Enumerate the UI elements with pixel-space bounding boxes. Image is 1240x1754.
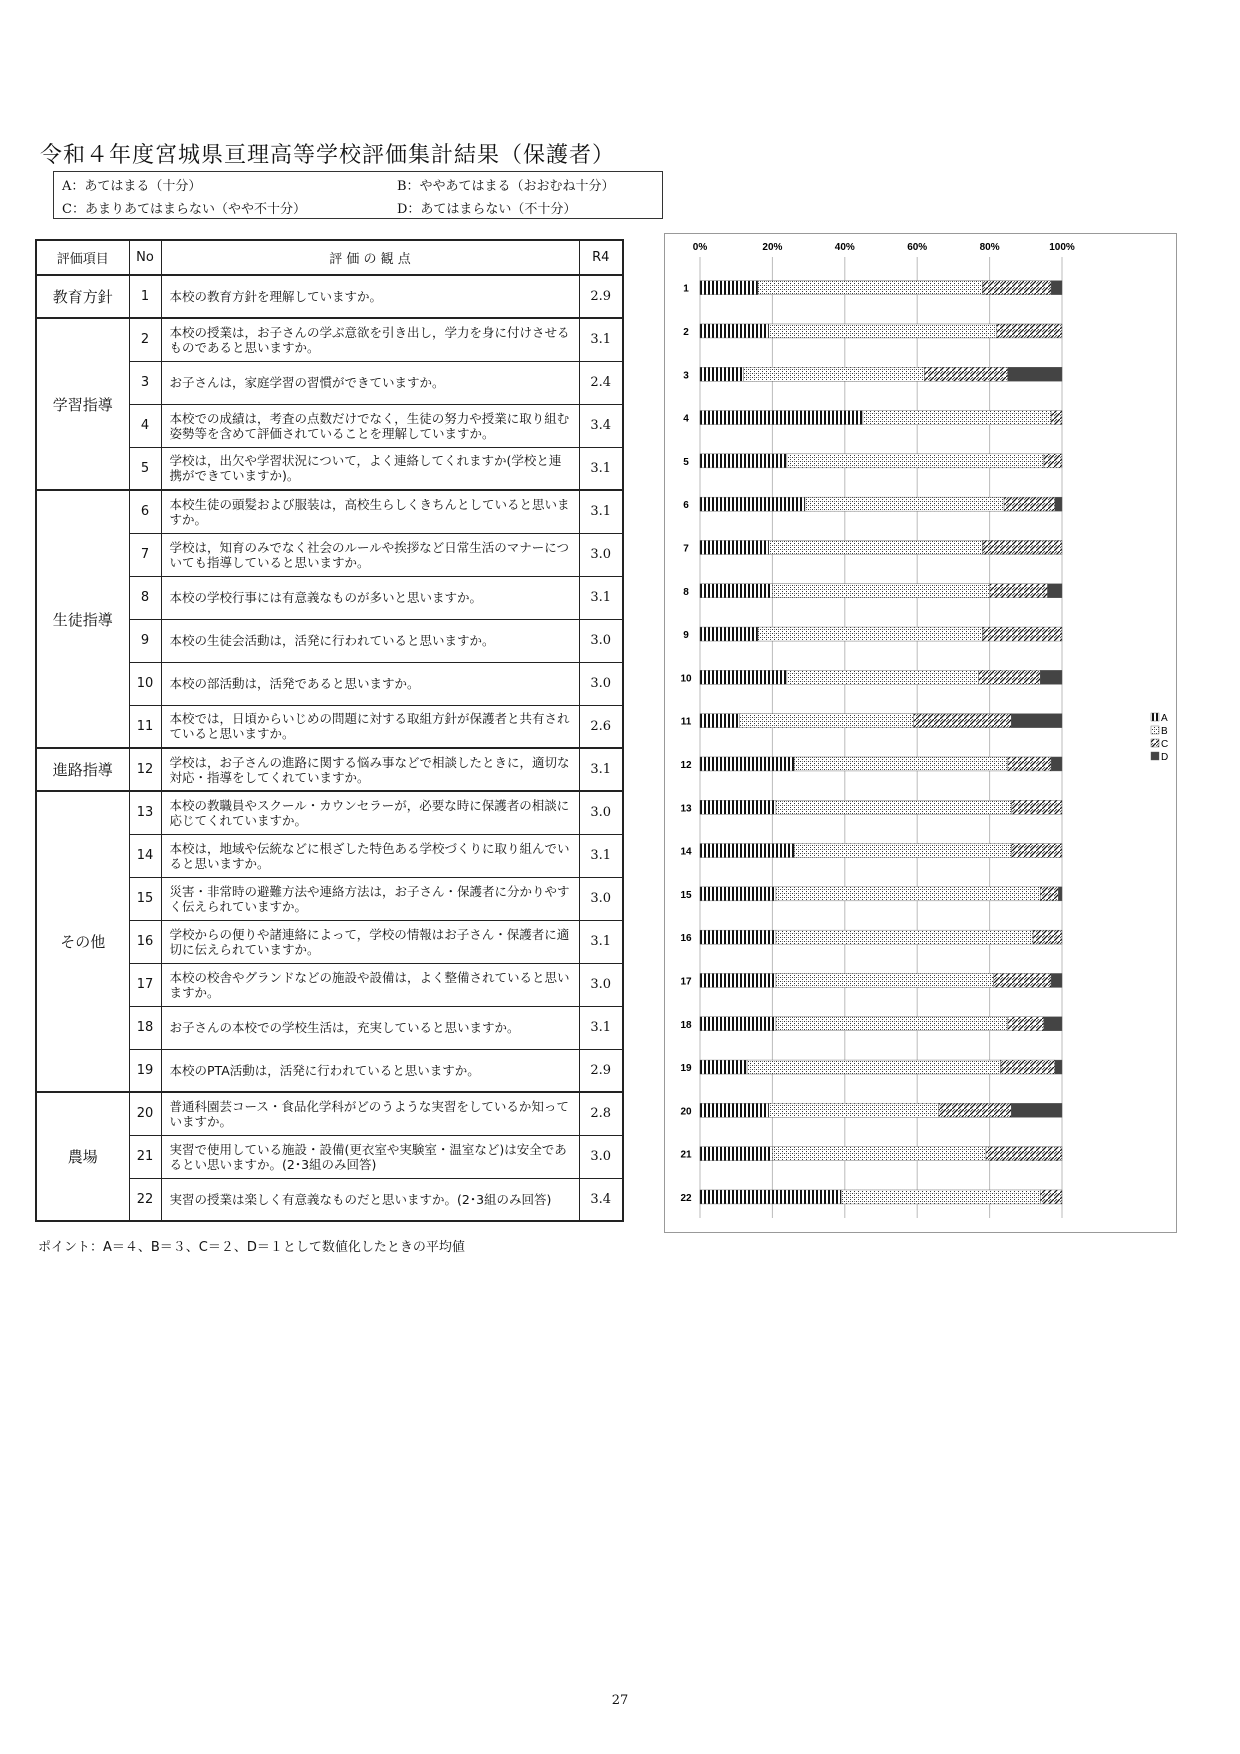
- x-tick-label: 60%: [907, 242, 928, 253]
- legend-label: D: [1161, 752, 1169, 763]
- bar-segment-a: [700, 757, 794, 771]
- evaluation-table: [35, 239, 624, 1222]
- bar-segment-c: [997, 324, 1062, 338]
- category-label: 12: [680, 759, 692, 771]
- page-title: 令和４年度宮城県亘理高等学校評価集計結果（保護者）: [40, 143, 616, 168]
- item-number: 11: [129, 705, 161, 748]
- category-label: 15: [680, 889, 692, 901]
- bar-segment-a: [700, 1103, 769, 1117]
- item-number: 15: [129, 877, 161, 920]
- bar-segment-a: [700, 887, 776, 901]
- item-score: 3.0: [579, 533, 623, 576]
- legend-a-label: A：あてはまる（十分）: [62, 179, 202, 194]
- category-label: 19: [680, 1063, 692, 1075]
- category-label: 13: [680, 803, 692, 815]
- item-number: 2: [129, 318, 161, 361]
- item-score: 3.0: [579, 963, 623, 1006]
- bar-segment-d: [1051, 757, 1062, 771]
- bar-segment-a: [700, 1190, 841, 1204]
- item-number: 20: [129, 1092, 161, 1135]
- legend-swatch-c: [1151, 739, 1159, 747]
- bar-segment-b: [769, 324, 997, 338]
- item-score: 3.4: [579, 404, 623, 447]
- table-row: [36, 791, 623, 834]
- bar-segment-d: [1040, 670, 1062, 684]
- bar-segment-b: [776, 800, 1011, 814]
- item-number: 18: [129, 1006, 161, 1049]
- category-label: 20: [680, 1106, 692, 1118]
- category-label: 16: [680, 933, 692, 945]
- bar-segment-b: [769, 540, 983, 554]
- item-score: 3.0: [579, 877, 623, 920]
- item-question: 本校の教育方針を理解していますか。: [161, 275, 579, 318]
- bar-segment-a: [700, 411, 863, 425]
- legend-b-label: B：ややあてはまる（おおむね十分）: [397, 179, 615, 194]
- bar-segment-b: [776, 973, 993, 987]
- legend-swatch-d: [1151, 752, 1159, 760]
- item-question: 普通科園芸コース・食品化学科がどのうような実習をしているか知っていますか。: [161, 1092, 579, 1135]
- bar-segment-b: [841, 1190, 1040, 1204]
- bar-segment-c: [990, 584, 1048, 598]
- answer-legend-box: [53, 171, 663, 219]
- item-question: 災害・非常時の避難方法や連絡方法は，お子さん・保護者に分かりやすく伝えられていますか。: [161, 877, 579, 920]
- bar-segment-c: [1033, 930, 1062, 944]
- legend-swatch-b: [1151, 726, 1159, 734]
- item-question: 本校の部活動は，活発であると思いますか。: [161, 662, 579, 705]
- category-label: 17: [680, 976, 692, 988]
- bar-segment-b: [863, 411, 1051, 425]
- x-tick-label: 80%: [979, 242, 1000, 253]
- bar-segment-b: [772, 1147, 986, 1161]
- bar-segment-c: [1011, 800, 1062, 814]
- item-score: 3.1: [579, 318, 623, 361]
- bar-segment-a: [700, 844, 794, 858]
- bar-segment-d: [1051, 973, 1062, 987]
- bar-segment-c: [979, 670, 1041, 684]
- bar-segment-a: [700, 714, 740, 728]
- item-question: 本校のPTA活動は，活発に行われていると思いますか。: [161, 1049, 579, 1092]
- item-number: 10: [129, 662, 161, 705]
- bar-segment-b: [787, 454, 1044, 468]
- bar-segment-d: [1044, 1017, 1062, 1031]
- bar-segment-a: [700, 930, 776, 944]
- bar-segment-d: [1055, 497, 1062, 511]
- category-label: 14: [680, 846, 692, 858]
- bar-segment-c: [1011, 844, 1062, 858]
- bar-segment-d: [1008, 367, 1062, 381]
- category-label: 9: [683, 630, 689, 642]
- bar-segment-c: [1040, 1190, 1062, 1204]
- bar-segment-d: [1048, 584, 1062, 598]
- category-cell: 学習指導: [36, 318, 129, 490]
- category-label: 3: [683, 370, 689, 382]
- bar-segment-c: [982, 627, 1062, 641]
- item-question: 本校での成績は，考査の点数だけでなく，生徒の努力や授業に取り組む姿勢等を含めて評価されていることを理解していますか。: [161, 404, 579, 447]
- item-question: 本校の授業は，お子さんの学ぶ意欲を引き出し，学力を身に付けさせるものであると思いますか。: [161, 318, 579, 361]
- item-score: 3.0: [579, 1135, 623, 1178]
- item-score: 3.0: [579, 619, 623, 662]
- item-question: 本校の校舎やグランドなどの施設や設備は，よく整備されていると思いますか。: [161, 963, 579, 1006]
- item-number: 5: [129, 447, 161, 490]
- bar-segment-a: [700, 1147, 772, 1161]
- bar-segment-b: [805, 497, 1004, 511]
- table-row: [36, 275, 623, 318]
- bar-segment-b: [758, 281, 982, 295]
- bar-segment-a: [700, 324, 769, 338]
- legend-label: B: [1161, 726, 1168, 737]
- category-label: 22: [680, 1192, 692, 1204]
- bar-segment-b: [740, 714, 914, 728]
- category-label: 5: [683, 456, 689, 468]
- bar-segment-b: [776, 1017, 1008, 1031]
- legend-d-label: D：あてはまらない（不十分）: [397, 202, 577, 217]
- table-row: [36, 1092, 623, 1135]
- bar-segment-a: [700, 584, 772, 598]
- category-label: 18: [680, 1019, 692, 1031]
- item-score: 2.9: [579, 275, 623, 318]
- header-category: 評価項目: [36, 240, 129, 275]
- bar-segment-a: [700, 454, 787, 468]
- category-cell: その他: [36, 791, 129, 1092]
- bar-segment-c: [1040, 887, 1058, 901]
- x-tick-label: 100%: [1049, 242, 1075, 253]
- bar-segment-a: [700, 497, 805, 511]
- bar-segment-b: [743, 367, 924, 381]
- x-tick-label: 20%: [762, 242, 783, 253]
- bar-segment-a: [700, 540, 769, 554]
- category-label: 4: [683, 413, 689, 425]
- x-tick-label: 0%: [692, 242, 708, 253]
- x-tick-label: 40%: [834, 242, 855, 253]
- item-question: 実習で使用している施設・設備(更衣室や実験室・温室など)は安全であるとい思いますか。(2･3組のみ回答): [161, 1135, 579, 1178]
- bar-segment-c: [1051, 411, 1062, 425]
- item-number: 19: [129, 1049, 161, 1092]
- table-row: [36, 748, 623, 791]
- item-number: 12: [129, 748, 161, 791]
- item-question: お子さんは，家庭学習の習慣ができていますか。: [161, 361, 579, 404]
- bar-segment-b: [769, 1103, 939, 1117]
- item-number: 1: [129, 275, 161, 318]
- bar-segment-a: [700, 973, 776, 987]
- item-number: 9: [129, 619, 161, 662]
- category-label: 8: [683, 586, 689, 598]
- item-question: お子さんの本校での学校生活は，充実していると思いますか。: [161, 1006, 579, 1049]
- category-cell: 生徒指導: [36, 490, 129, 748]
- item-number: 6: [129, 490, 161, 533]
- page-number: 27: [611, 1693, 629, 1708]
- bar-segment-b: [794, 757, 1008, 771]
- bar-segment-c: [1004, 497, 1055, 511]
- item-question: 本校の教職員やスクール・カウンセラーが，必要な時に保護者の相談に応じてくれていますか。: [161, 791, 579, 834]
- item-score: 3.1: [579, 447, 623, 490]
- bar-segment-b: [787, 670, 979, 684]
- bar-segment-c: [982, 281, 1051, 295]
- item-score: 3.4: [579, 1178, 623, 1221]
- item-question: 学校は，知育のみでなく社会のルールや挨拶など日常生活のマナーについても指導していると思いますか。: [161, 533, 579, 576]
- item-number: 13: [129, 791, 161, 834]
- item-score: 3.1: [579, 748, 623, 791]
- table-row: [36, 490, 623, 533]
- bar-segment-c: [924, 367, 1007, 381]
- bar-segment-b: [747, 1060, 1000, 1074]
- bar-segment-c: [982, 540, 1062, 554]
- item-number: 8: [129, 576, 161, 619]
- bar-segment-b: [772, 584, 989, 598]
- item-score: 2.6: [579, 705, 623, 748]
- bar-segment-d: [1058, 887, 1062, 901]
- legend-swatch-a: [1151, 713, 1159, 721]
- item-score: 3.1: [579, 920, 623, 963]
- bar-segment-a: [700, 1017, 776, 1031]
- item-score: 3.0: [579, 791, 623, 834]
- item-question: 学校は，出欠や学習状況について，よく連絡してくれますか(学校と連携ができていますか)。: [161, 447, 579, 490]
- bar-segment-b: [758, 627, 982, 641]
- bar-segment-c: [1000, 1060, 1054, 1074]
- legend-label: A: [1161, 713, 1168, 724]
- item-question: 本校は，地域や伝統などに根ざした特色ある学校づくりに取り組んでいると思いますか。: [161, 834, 579, 877]
- table-header-row: [36, 240, 623, 275]
- bar-segment-c: [993, 973, 1051, 987]
- item-question: 実習の授業は楽しく有意義なものだと思いますか。(2･3組のみ回答): [161, 1178, 579, 1221]
- header-viewpoint: 評 価 の 観 点: [161, 240, 579, 275]
- category-label: 7: [683, 543, 689, 555]
- bar-segment-d: [1055, 1060, 1062, 1074]
- bar-segment-a: [700, 281, 758, 295]
- bar-segment-c: [1008, 1017, 1044, 1031]
- bar-segment-c: [1008, 757, 1051, 771]
- item-question: 学校は，お子さんの進路に関する悩み事などで相談したときに，適切な対応・指導をしてくれていますか。: [161, 748, 579, 791]
- item-question: 本校の学校行事には有意義なものが多いと思いますか。: [161, 576, 579, 619]
- category-label: 2: [683, 326, 689, 338]
- bar-segment-d: [1011, 1103, 1062, 1117]
- item-score: 3.1: [579, 576, 623, 619]
- category-cell: 教育方針: [36, 275, 129, 318]
- item-number: 22: [129, 1178, 161, 1221]
- item-score: 2.9: [579, 1049, 623, 1092]
- category-cell: 農場: [36, 1092, 129, 1221]
- footnote: ポイント：A＝４、B＝３、C＝２、D＝１として数値化したときの平均値: [38, 1240, 465, 1255]
- bar-segment-a: [700, 800, 776, 814]
- item-number: 16: [129, 920, 161, 963]
- category-label: 21: [680, 1149, 692, 1161]
- legend-c-label: C：あまりあてはまらない（やや不十分）: [62, 202, 306, 217]
- category-cell: 進路指導: [36, 748, 129, 791]
- item-number: 7: [129, 533, 161, 576]
- bar-segment-c: [939, 1103, 1011, 1117]
- category-label: 1: [683, 283, 689, 295]
- item-score: 3.1: [579, 1006, 623, 1049]
- item-score: 2.4: [579, 361, 623, 404]
- bar-segment-d: [1051, 281, 1062, 295]
- item-number: 4: [129, 404, 161, 447]
- item-number: 14: [129, 834, 161, 877]
- stacked-bar-chart: [664, 233, 1177, 1233]
- bar-segment-d: [1011, 714, 1062, 728]
- bar-segment-c: [986, 1147, 1062, 1161]
- header-r4: R4: [579, 240, 623, 275]
- bar-segment-b: [794, 844, 1011, 858]
- item-number: 21: [129, 1135, 161, 1178]
- bar-segment-a: [700, 367, 743, 381]
- item-score: 3.1: [579, 490, 623, 533]
- item-question: 本校生徒の頭髪および服装は，高校生らしくきちんとしていると思いますか。: [161, 490, 579, 533]
- bar-segment-c: [1044, 454, 1062, 468]
- item-question: 本校では，日頃からいじめの問題に対する取組方針が保護者と共有されていると思いますか。: [161, 705, 579, 748]
- item-question: 本校の生徒会活動は，活発に行われていると思いますか。: [161, 619, 579, 662]
- category-label: 11: [680, 716, 692, 728]
- category-label: 6: [683, 500, 689, 512]
- legend-label: C: [1161, 739, 1169, 750]
- bar-segment-b: [776, 930, 1033, 944]
- item-score: 3.0: [579, 662, 623, 705]
- bar-segment-a: [700, 627, 758, 641]
- category-label: 10: [680, 673, 692, 685]
- item-score: 2.8: [579, 1092, 623, 1135]
- bar-segment-c: [914, 714, 1012, 728]
- header-no: No: [129, 240, 161, 275]
- item-number: 17: [129, 963, 161, 1006]
- item-score: 3.1: [579, 834, 623, 877]
- bar-segment-a: [700, 1060, 747, 1074]
- bar-segment-a: [700, 670, 787, 684]
- table-row: [36, 318, 623, 361]
- item-question: 学校からの便りや諸連絡によって，学校の情報はお子さん・保護者に適切に伝えられていますか。: [161, 920, 579, 963]
- item-number: 3: [129, 361, 161, 404]
- bar-segment-b: [776, 887, 1040, 901]
